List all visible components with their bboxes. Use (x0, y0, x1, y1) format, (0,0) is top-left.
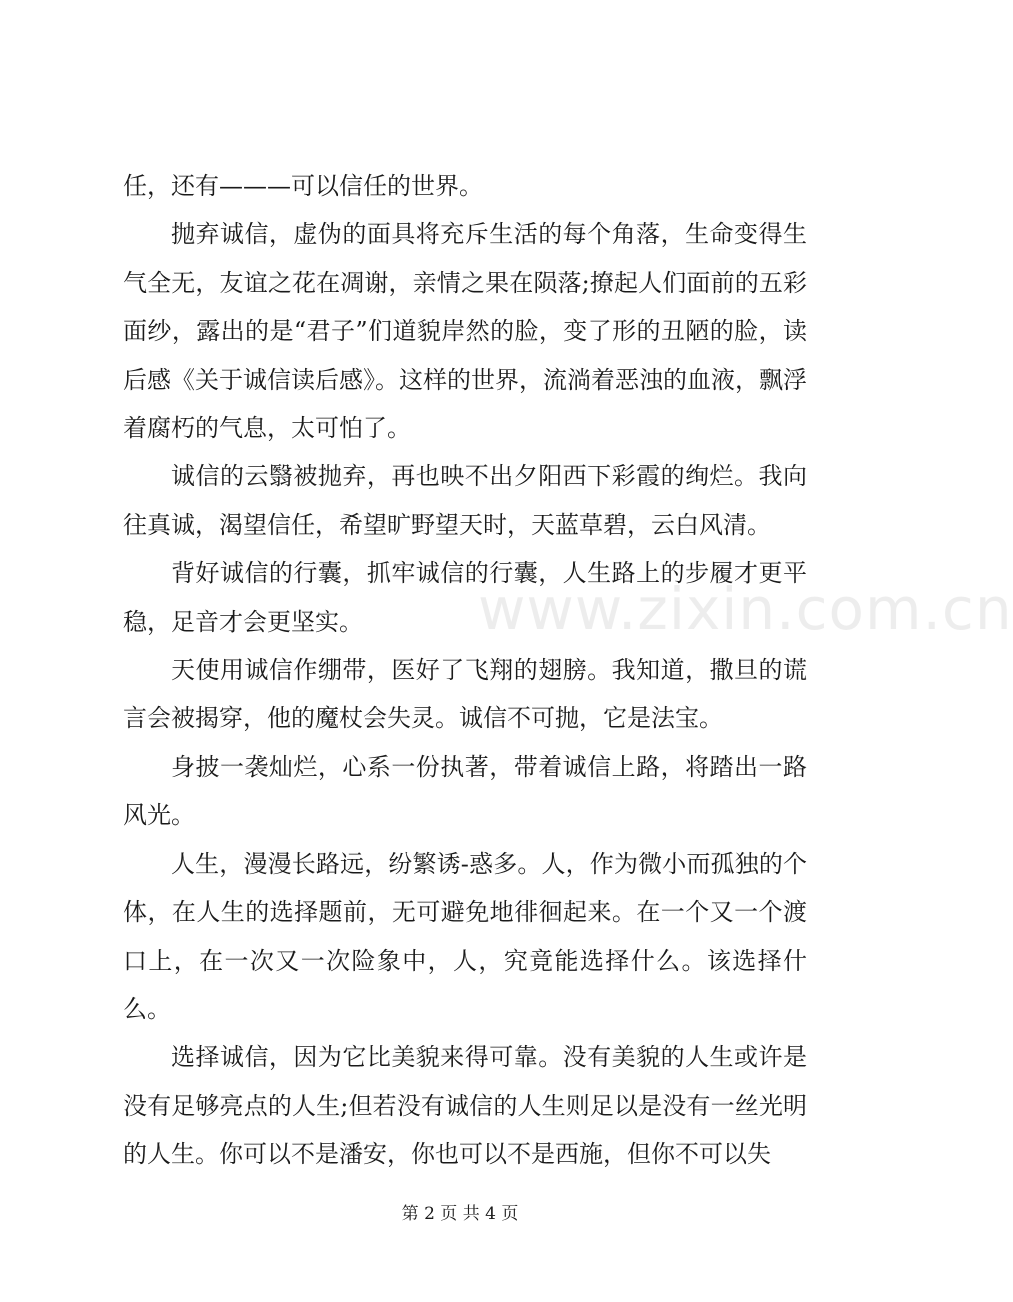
paragraph-7: 人生，漫漫长路远，纷繁诱-惑多。人，作为微小而孤独的个体，在人生的选择题前，无可避免地徘徊起来。在一个又一个渡口上，在一次又一次险象中，人，究竟能选择什么。该选择什么。 (123, 849, 807, 1023)
site-watermark: www.zixin.com.cn (478, 575, 1013, 643)
paragraph-6: 身披一袭灿烂，心系一份执著，带着诚信上路，将踏出一路风光。 (123, 752, 807, 830)
paragraph-5: 天使用诚信作绷带，医好了飞翔的翅膀。我知道，撒旦的谎言会被揭穿，他的魔杖会失灵。诚信不可抛，它是法宝。 (123, 656, 807, 733)
paragraph-4: 背好诚信的行囊，抓牢诚信的行囊，人生路上的步履才更平稳，足音才会更坚实。 (123, 559, 807, 636)
document-body (123, 162, 807, 1179)
paragraph-3: 诚信的云翳被抛弃，再也映不出夕阳西下彩霞的绚烂。我向往真诚，渴望信任，希望旷野望天时，天蓝草碧，云白风清。 (123, 462, 807, 539)
paragraph-1: 任，还有———可以信任的世界。 (123, 172, 483, 200)
paragraph-8: 选择诚信，因为它比美貌来得可靠。没有美貌的人生或许是没有足够亮点的人生;但若没有诚信的人生则足以是没有一丝光明的人生。你可以不是潘安，你也可以不是西施，但你不可以失 (123, 1043, 807, 1169)
page-number-footer: 第 2 页 共 4 页 (401, 1204, 519, 1224)
paragraph-2: 抛弃诚信，虚伪的面具将充斥生活的每个角落，生命变得生气全无，友谊之花在凋谢，亲情之果在陨落;撩起人们面前的五彩面纱，露出的是“君子”们道貌岸然的脸，变了形的丑陋的脸，读后感《关于诚信读后感》。这样的世界，流淌着恶浊的血液，飘浮着腐朽的气息，太可怕了。 (123, 220, 807, 443)
